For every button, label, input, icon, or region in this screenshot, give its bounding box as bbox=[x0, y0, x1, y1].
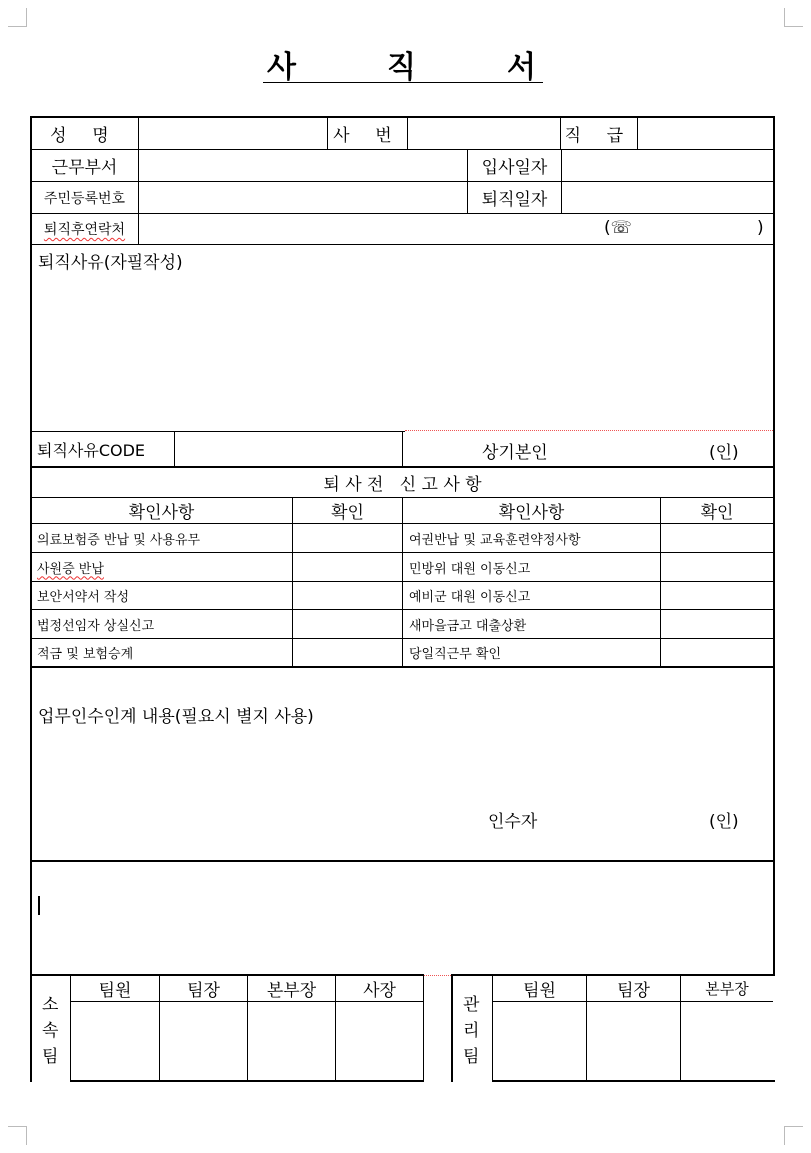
dept-label-char: 팀 bbox=[42, 1047, 59, 1067]
text-cursor bbox=[38, 896, 40, 915]
checklist-item-right: 새마을금고 대출상환 bbox=[409, 618, 527, 634]
dept-signature-box[interactable] bbox=[336, 1002, 423, 1080]
resident-number-label: 주민등록번호 bbox=[43, 190, 126, 207]
mgmt-label-char: 팀 bbox=[463, 1047, 480, 1067]
reason-code-field[interactable] bbox=[175, 432, 402, 466]
corner-mark-top-right bbox=[784, 8, 803, 27]
department-field[interactable] bbox=[139, 150, 467, 181]
title-char-1: 사 bbox=[267, 50, 296, 85]
dept-signature-box[interactable] bbox=[160, 1002, 247, 1080]
document-title bbox=[263, 42, 543, 83]
checklist-check-left[interactable] bbox=[293, 553, 402, 581]
checklist-check-left[interactable] bbox=[293, 610, 402, 638]
dept-label-char: 소 bbox=[42, 995, 59, 1015]
leave-date-label: 퇴직일자 bbox=[481, 190, 548, 210]
join-date-label: 입사일자 bbox=[481, 158, 548, 178]
mgmt-signature-box[interactable] bbox=[493, 1002, 586, 1080]
phone-close: ) bbox=[757, 218, 764, 238]
checklist-item-left: 보안서약서 작성 bbox=[37, 590, 130, 605]
receiver-seal: (인) bbox=[709, 812, 739, 832]
receiver-label: 인수자 bbox=[488, 812, 538, 832]
mgmt-label-char: 관 bbox=[463, 995, 480, 1015]
resident-number-field[interactable] bbox=[139, 182, 467, 213]
mgmt-role-header: 팀장 bbox=[617, 981, 650, 1001]
checklist-title: 퇴 사 전 신 고 사 항 bbox=[323, 474, 482, 495]
corner-mark-bottom-right bbox=[784, 1126, 803, 1145]
checklist-col-check-right: 확인 bbox=[700, 503, 734, 523]
checklist-item-right: 예비군 대원 이동신고 bbox=[409, 590, 531, 605]
self-confirm-label: 상기본인 bbox=[482, 443, 548, 463]
checklist-col-check-left: 확인 bbox=[331, 503, 364, 523]
dept-signature-box[interactable] bbox=[71, 1002, 159, 1080]
join-date-field[interactable] bbox=[562, 150, 773, 181]
dept-signature-box[interactable] bbox=[248, 1002, 335, 1080]
reason-label: 퇴직사유(자필작성) bbox=[38, 253, 183, 273]
dept-role-header: 사장 bbox=[363, 981, 396, 1001]
checklist-check-right[interactable] bbox=[661, 582, 773, 609]
checklist-item-right: 민방위 대원 이동신고 bbox=[409, 561, 531, 577]
checklist-item-left: 법정선임자 상실신고 bbox=[37, 618, 155, 634]
rank-label: 직 급 bbox=[564, 125, 634, 146]
checklist-item-left: 의료보험증 반납 및 사용유무 bbox=[37, 532, 201, 548]
leave-date-field[interactable] bbox=[562, 182, 773, 213]
dept-role-header: 본부장 bbox=[266, 981, 317, 1001]
corner-mark-bottom-left bbox=[8, 1126, 27, 1145]
title-char-3: 서 bbox=[507, 50, 536, 85]
checklist-check-right[interactable] bbox=[661, 639, 773, 666]
checklist-item-left: 적금 및 보험승계 bbox=[37, 647, 134, 662]
contact-label-text: 퇴직후연락처 bbox=[43, 222, 126, 238]
rank-field[interactable] bbox=[638, 117, 773, 149]
mgmt-role-header: 팀원 bbox=[523, 981, 556, 1001]
dept-label-char: 속 bbox=[42, 1021, 59, 1041]
department-label: 근무부서 bbox=[51, 158, 118, 178]
checklist-item-left bbox=[31, 553, 292, 581]
mgmt-signature-box[interactable] bbox=[587, 1002, 680, 1080]
corner-mark-top-left bbox=[8, 8, 27, 27]
phone-open: (☏ bbox=[604, 218, 632, 238]
handover-text-area[interactable] bbox=[32, 730, 772, 800]
employee-number-label: 사 번 bbox=[333, 125, 402, 146]
checklist-check-right[interactable] bbox=[661, 553, 773, 581]
checklist-check-left[interactable] bbox=[293, 582, 402, 609]
name-field[interactable] bbox=[139, 117, 327, 149]
mgmt-signature-box[interactable] bbox=[681, 1002, 773, 1080]
self-seal: (인) bbox=[709, 443, 739, 463]
contact-field[interactable] bbox=[139, 214, 773, 244]
mgmt-label-char: 리 bbox=[463, 1021, 480, 1041]
checklist-item-right: 여권반납 및 교육훈련약정사항 bbox=[409, 532, 581, 548]
title-char-2: 직 bbox=[387, 50, 416, 85]
checklist-check-right[interactable] bbox=[661, 524, 773, 552]
checklist-item-left-text: 사원증 반납 bbox=[37, 561, 104, 577]
employee-number-field[interactable] bbox=[408, 117, 560, 149]
dept-role-header: 팀장 bbox=[187, 981, 220, 1001]
reason-text-area[interactable] bbox=[32, 272, 772, 428]
checklist-item-right: 당일직근무 확인 bbox=[409, 647, 502, 662]
checklist-col-item-right: 확인사항 bbox=[498, 503, 565, 523]
checklist-check-left[interactable] bbox=[293, 639, 402, 666]
checklist-col-item-left: 확인사항 bbox=[128, 503, 195, 523]
mgmt-role-header: 본부장 bbox=[705, 980, 749, 998]
dept-role-header: 팀원 bbox=[98, 981, 132, 1001]
contact-label bbox=[31, 214, 138, 244]
name-label: 성 명 bbox=[50, 125, 119, 146]
reason-code-label: 퇴직사유CODE bbox=[37, 440, 146, 460]
checklist-check-right[interactable] bbox=[661, 610, 773, 638]
memo-area[interactable] bbox=[32, 862, 772, 973]
checklist-check-left[interactable] bbox=[293, 524, 402, 552]
handover-label: 업무인수인계 내용(필요시 별지 사용) bbox=[38, 707, 314, 727]
